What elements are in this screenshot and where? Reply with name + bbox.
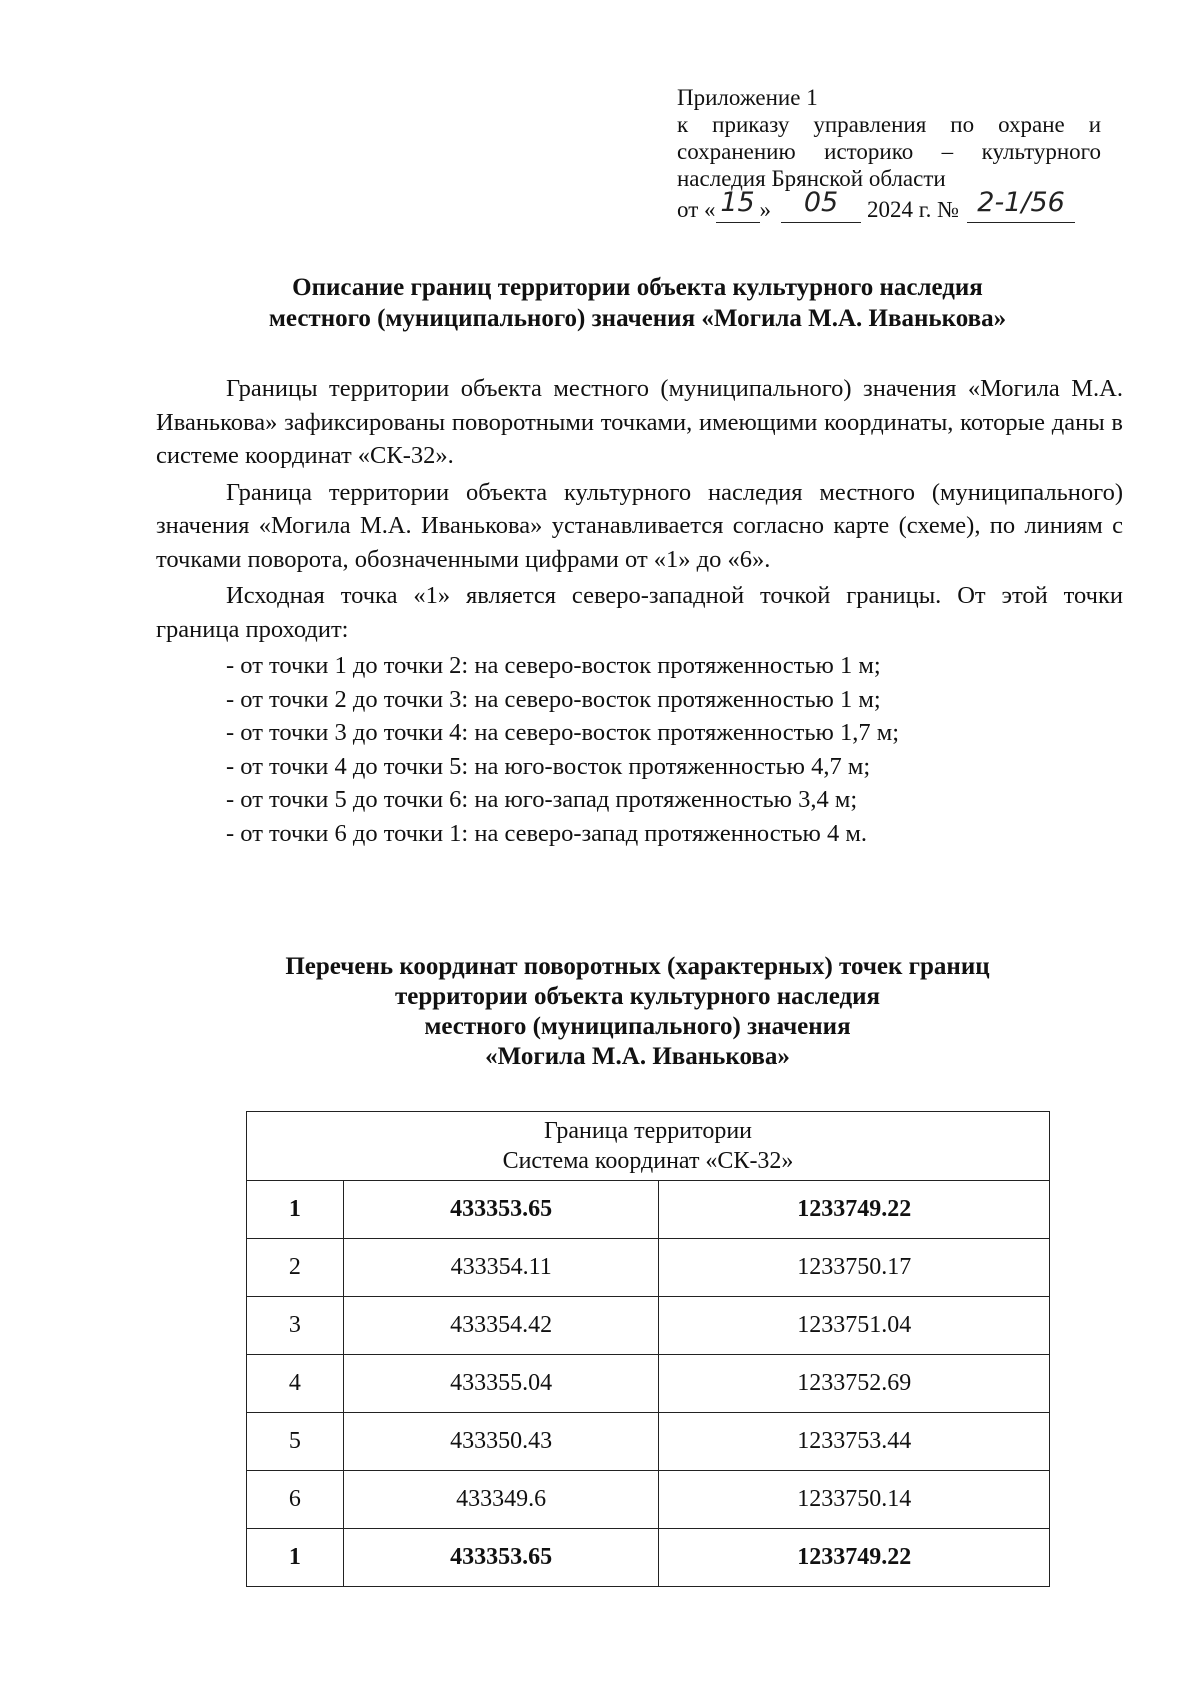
x-coordinate-cell: 433354.11	[343, 1239, 659, 1297]
appendix-line-4: наследия Брянской области	[677, 166, 946, 191]
y-coordinate-cell: 1233753.44	[659, 1413, 1050, 1471]
x-coordinate-cell: 433350.43	[343, 1413, 659, 1471]
coordinates-table	[246, 1111, 1050, 1587]
coordinates-list-title	[150, 952, 1125, 1072]
point-number-cell: 6	[247, 1471, 344, 1529]
list-item: - от точки 1 до точки 2: на северо-восток протяженностью 1 м;	[226, 652, 881, 679]
paragraph-boundaries-fixed: Границы территории объекта местного (муниципального) значения «Могила М.А. Иванькова» зафиксированы поворотными точками, имеющими координаты, которые даны в системе координат «СК-32».	[156, 375, 1123, 469]
x-coordinate-cell: 433355.04	[343, 1355, 659, 1413]
table-body	[247, 1181, 1050, 1587]
subtitle-line-3: местного (муниципального) значения	[424, 1013, 851, 1040]
table-row	[247, 1471, 1050, 1529]
y-coordinate-cell: 1233751.04	[659, 1297, 1050, 1355]
table-header-row	[247, 1112, 1050, 1181]
x-coordinate-cell: 433353.65	[343, 1529, 659, 1587]
date-year-label: 2024 г. №	[867, 197, 960, 222]
appendix-header	[677, 84, 1101, 223]
date-month-handwritten: 05	[803, 187, 839, 218]
title-line-2: местного (муниципального) значения «Могила М.А. Иванькова»	[268, 305, 1007, 332]
title-line-1: Описание границ территории объекта культурного наследия	[292, 274, 983, 301]
x-coordinate-cell: 433349.6	[343, 1471, 659, 1529]
point-number-cell: 3	[247, 1297, 344, 1355]
x-coordinate-cell: 433353.65	[343, 1181, 659, 1239]
y-coordinate-cell: 1233749.22	[659, 1529, 1050, 1587]
document-title	[150, 272, 1125, 334]
list-item: - от точки 3 до точки 4: на северо-восток протяженностью 1,7 м;	[226, 719, 900, 746]
y-coordinate-cell: 1233750.14	[659, 1471, 1050, 1529]
table-header-cell	[247, 1112, 1050, 1181]
x-coordinate-cell: 433354.42	[343, 1297, 659, 1355]
y-coordinate-cell: 1233750.17	[659, 1239, 1050, 1297]
table-row	[247, 1529, 1050, 1587]
date-day-handwritten: 15	[720, 187, 755, 218]
appendix-line-3: сохранению историко – культурного	[677, 139, 1101, 164]
table-row	[247, 1355, 1050, 1413]
list-item: - от точки 5 до точки 6: на юго-запад протяженностью 3,4 м;	[226, 786, 858, 813]
document-body	[156, 372, 1123, 850]
list-item: - от точки 4 до точки 5: на юго-восток протяженностью 4,7 м;	[226, 752, 871, 780]
appendix-line-2: к приказу управления по охране и	[677, 112, 1101, 137]
date-prefix: от «	[677, 197, 716, 222]
list-item: - от точки 2 до точки 3: на северо-восток протяженностью 1 м;	[226, 685, 881, 713]
point-number-cell: 1	[247, 1181, 344, 1239]
subtitle-line-2: территории объекта культурного наследия	[394, 983, 881, 1010]
point-number-cell: 5	[247, 1413, 344, 1471]
date-quote-close: »	[759, 197, 771, 222]
list-item: - от точки 6 до точки 1: на северо-запад протяженностью 4 м.	[226, 819, 867, 847]
table-row	[247, 1181, 1050, 1239]
order-number-handwritten: 2-1/56	[977, 187, 1065, 218]
table-row	[247, 1413, 1050, 1471]
point-number-cell: 2	[247, 1239, 344, 1297]
table-row	[247, 1239, 1050, 1297]
date-month-field	[781, 187, 861, 223]
point-number-cell: 4	[247, 1355, 344, 1413]
appendix-title: Приложение 1	[677, 85, 818, 110]
subtitle-line-4: «Могила М.А. Иванькова»	[485, 1043, 790, 1070]
table-header-line-2: Система координат «СК-32»	[502, 1148, 794, 1174]
subtitle-line-1: Перечень координат поворотных (характерных) точек границ	[285, 953, 990, 980]
order-number-field	[967, 187, 1075, 223]
boundary-segments-list	[156, 649, 1123, 850]
paragraph-boundary-established: Граница территории объекта культурного наследия местного (муниципального) значения «Могила М.А. Иванькова» устанавливается согласно карте (схеме), по линиям с точками поворота, обозначенными цифрами от «1» до «6».	[156, 478, 1123, 573]
y-coordinate-cell: 1233749.22	[659, 1181, 1050, 1239]
y-coordinate-cell: 1233752.69	[659, 1355, 1050, 1413]
date-day-field	[716, 187, 760, 223]
table-header-line-1: Граница территории	[543, 1118, 753, 1144]
table-row	[247, 1297, 1050, 1355]
point-number-cell: 1	[247, 1529, 344, 1587]
appendix-date-line	[677, 187, 1101, 223]
paragraph-starting-point: Исходная точка «1» является северо-западной точкой границы. От этой точки граница проходит:	[156, 582, 1123, 643]
